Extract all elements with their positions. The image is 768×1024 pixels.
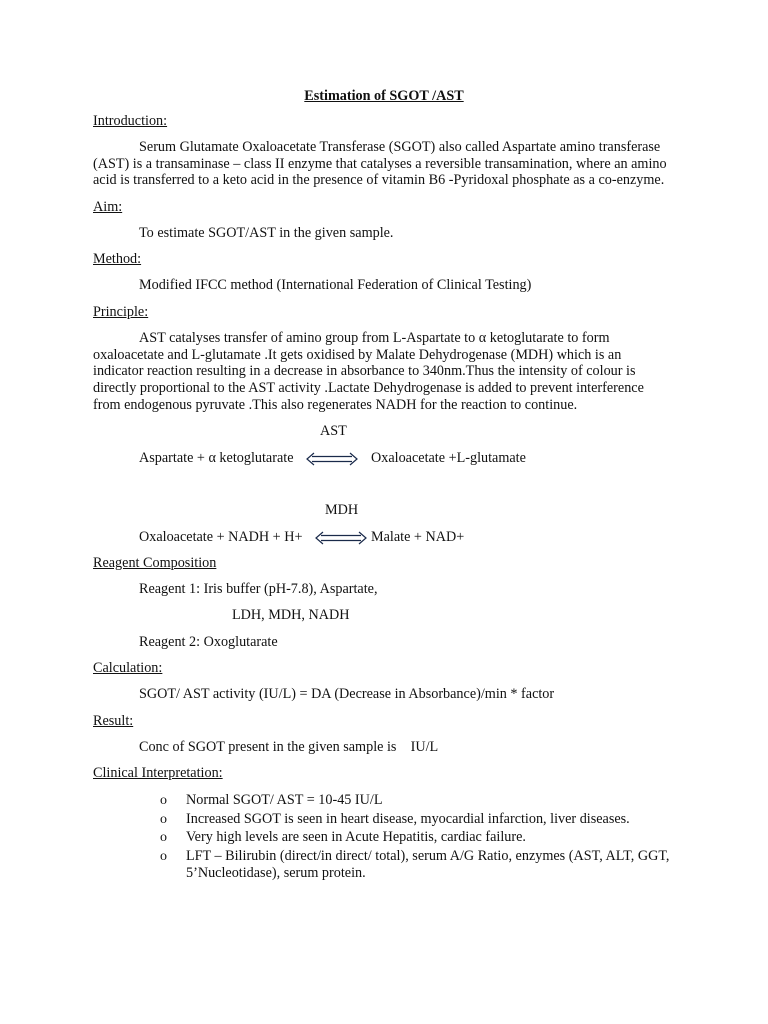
clinical-list [160, 792, 680, 883]
calculation-heading: Calculation: [93, 660, 163, 676]
list-item [160, 792, 680, 809]
result-text: Conc of SGOT present in the given sample is IU/L [139, 739, 439, 755]
reaction2-reactants: Oxaloacetate + NADH + H+ [139, 529, 303, 545]
aim-heading: Aim: [93, 199, 123, 215]
bullet-icon: o [160, 830, 167, 845]
reagent1-line2: LDH, MDH, NADH [232, 607, 350, 623]
reaction2-products: Malate + NAD+ [371, 529, 465, 545]
bullet-icon: o [160, 848, 167, 864]
reagent1-line1: Reagent 1: Iris buffer (pH-7.8), Aspartate, [139, 581, 378, 597]
aim-text: To estimate SGOT/AST in the given sample. [139, 225, 394, 241]
reaction2-enzyme: MDH [325, 502, 359, 518]
list-item-text: Normal SGOT/ AST = 10-45 IU/L [186, 792, 383, 808]
introduction-paragraph: Serum Glutamate Oxaloacetate Transferase (SGOT) also called Aspartate amino transferase (AST) is a transaminase – class II enzyme that catalyses a reversible transamination, where an amino acid is transferred to a keto acid in the presence of vitamin B6 -Pyridoxal phosphate as a co-enzyme. [93, 139, 667, 189]
method-text: Modified IFCC method (International Federation of Clinical Testing) [139, 277, 532, 293]
double-arrow-icon [306, 452, 358, 466]
bullet-icon: o [160, 811, 167, 827]
method-heading: Method: [93, 251, 142, 267]
reaction1-enzyme: AST [320, 423, 347, 439]
reaction1-reactants: Aspartate + α ketoglutarate [139, 450, 294, 466]
list-item-text: LFT – Bilirubin (direct/in direct/ total), serum A/G Ratio, enzymes (AST, ALT, GGT, 5’Nucleotidase), serum protein. [186, 847, 670, 881]
list-item [160, 829, 680, 846]
introduction-heading: Introduction: [93, 113, 168, 129]
reaction1-products: Oxaloacetate +L-glutamate [371, 450, 526, 466]
principle-paragraph: AST catalyses transfer of amino group from L-Aspartate to α ketoglutarate to form oxaloacetate and L-glutamate .It gets oxidised by Malate Dehydrogenase (MDH) which is an indicator reaction resulting in a decrease in absorbance to 340nm.Thus the intensity of colour is directly proportional to the AST activity .Lactate Dehydrogenase is added to prevent interference from endogenous pyruvate .This also regenerates NADH for the reaction to continue. [93, 330, 644, 413]
calculation-formula: SGOT/ AST activity (IU/L) = DA (Decrease in Absorbance)/min * factor [139, 686, 555, 702]
list-item [160, 811, 680, 828]
list-item [160, 848, 680, 882]
list-item-text: Increased SGOT is seen in heart disease, myocardial infarction, liver diseases. [186, 810, 630, 827]
bullet-icon: o [160, 793, 167, 808]
clinical-heading: Clinical Interpretation: [93, 765, 223, 781]
reagent2-line: Reagent 2: Oxoglutarate [139, 634, 278, 650]
double-arrow-icon [315, 531, 367, 545]
list-item-text: Very high levels are seen in Acute Hepatitis, cardiac failure. [186, 829, 526, 845]
document-title: Estimation of SGOT /AST [304, 88, 464, 104]
principle-heading: Principle: [93, 304, 149, 320]
result-heading: Result: [93, 713, 134, 729]
reagent-heading: Reagent Composition [93, 555, 217, 571]
